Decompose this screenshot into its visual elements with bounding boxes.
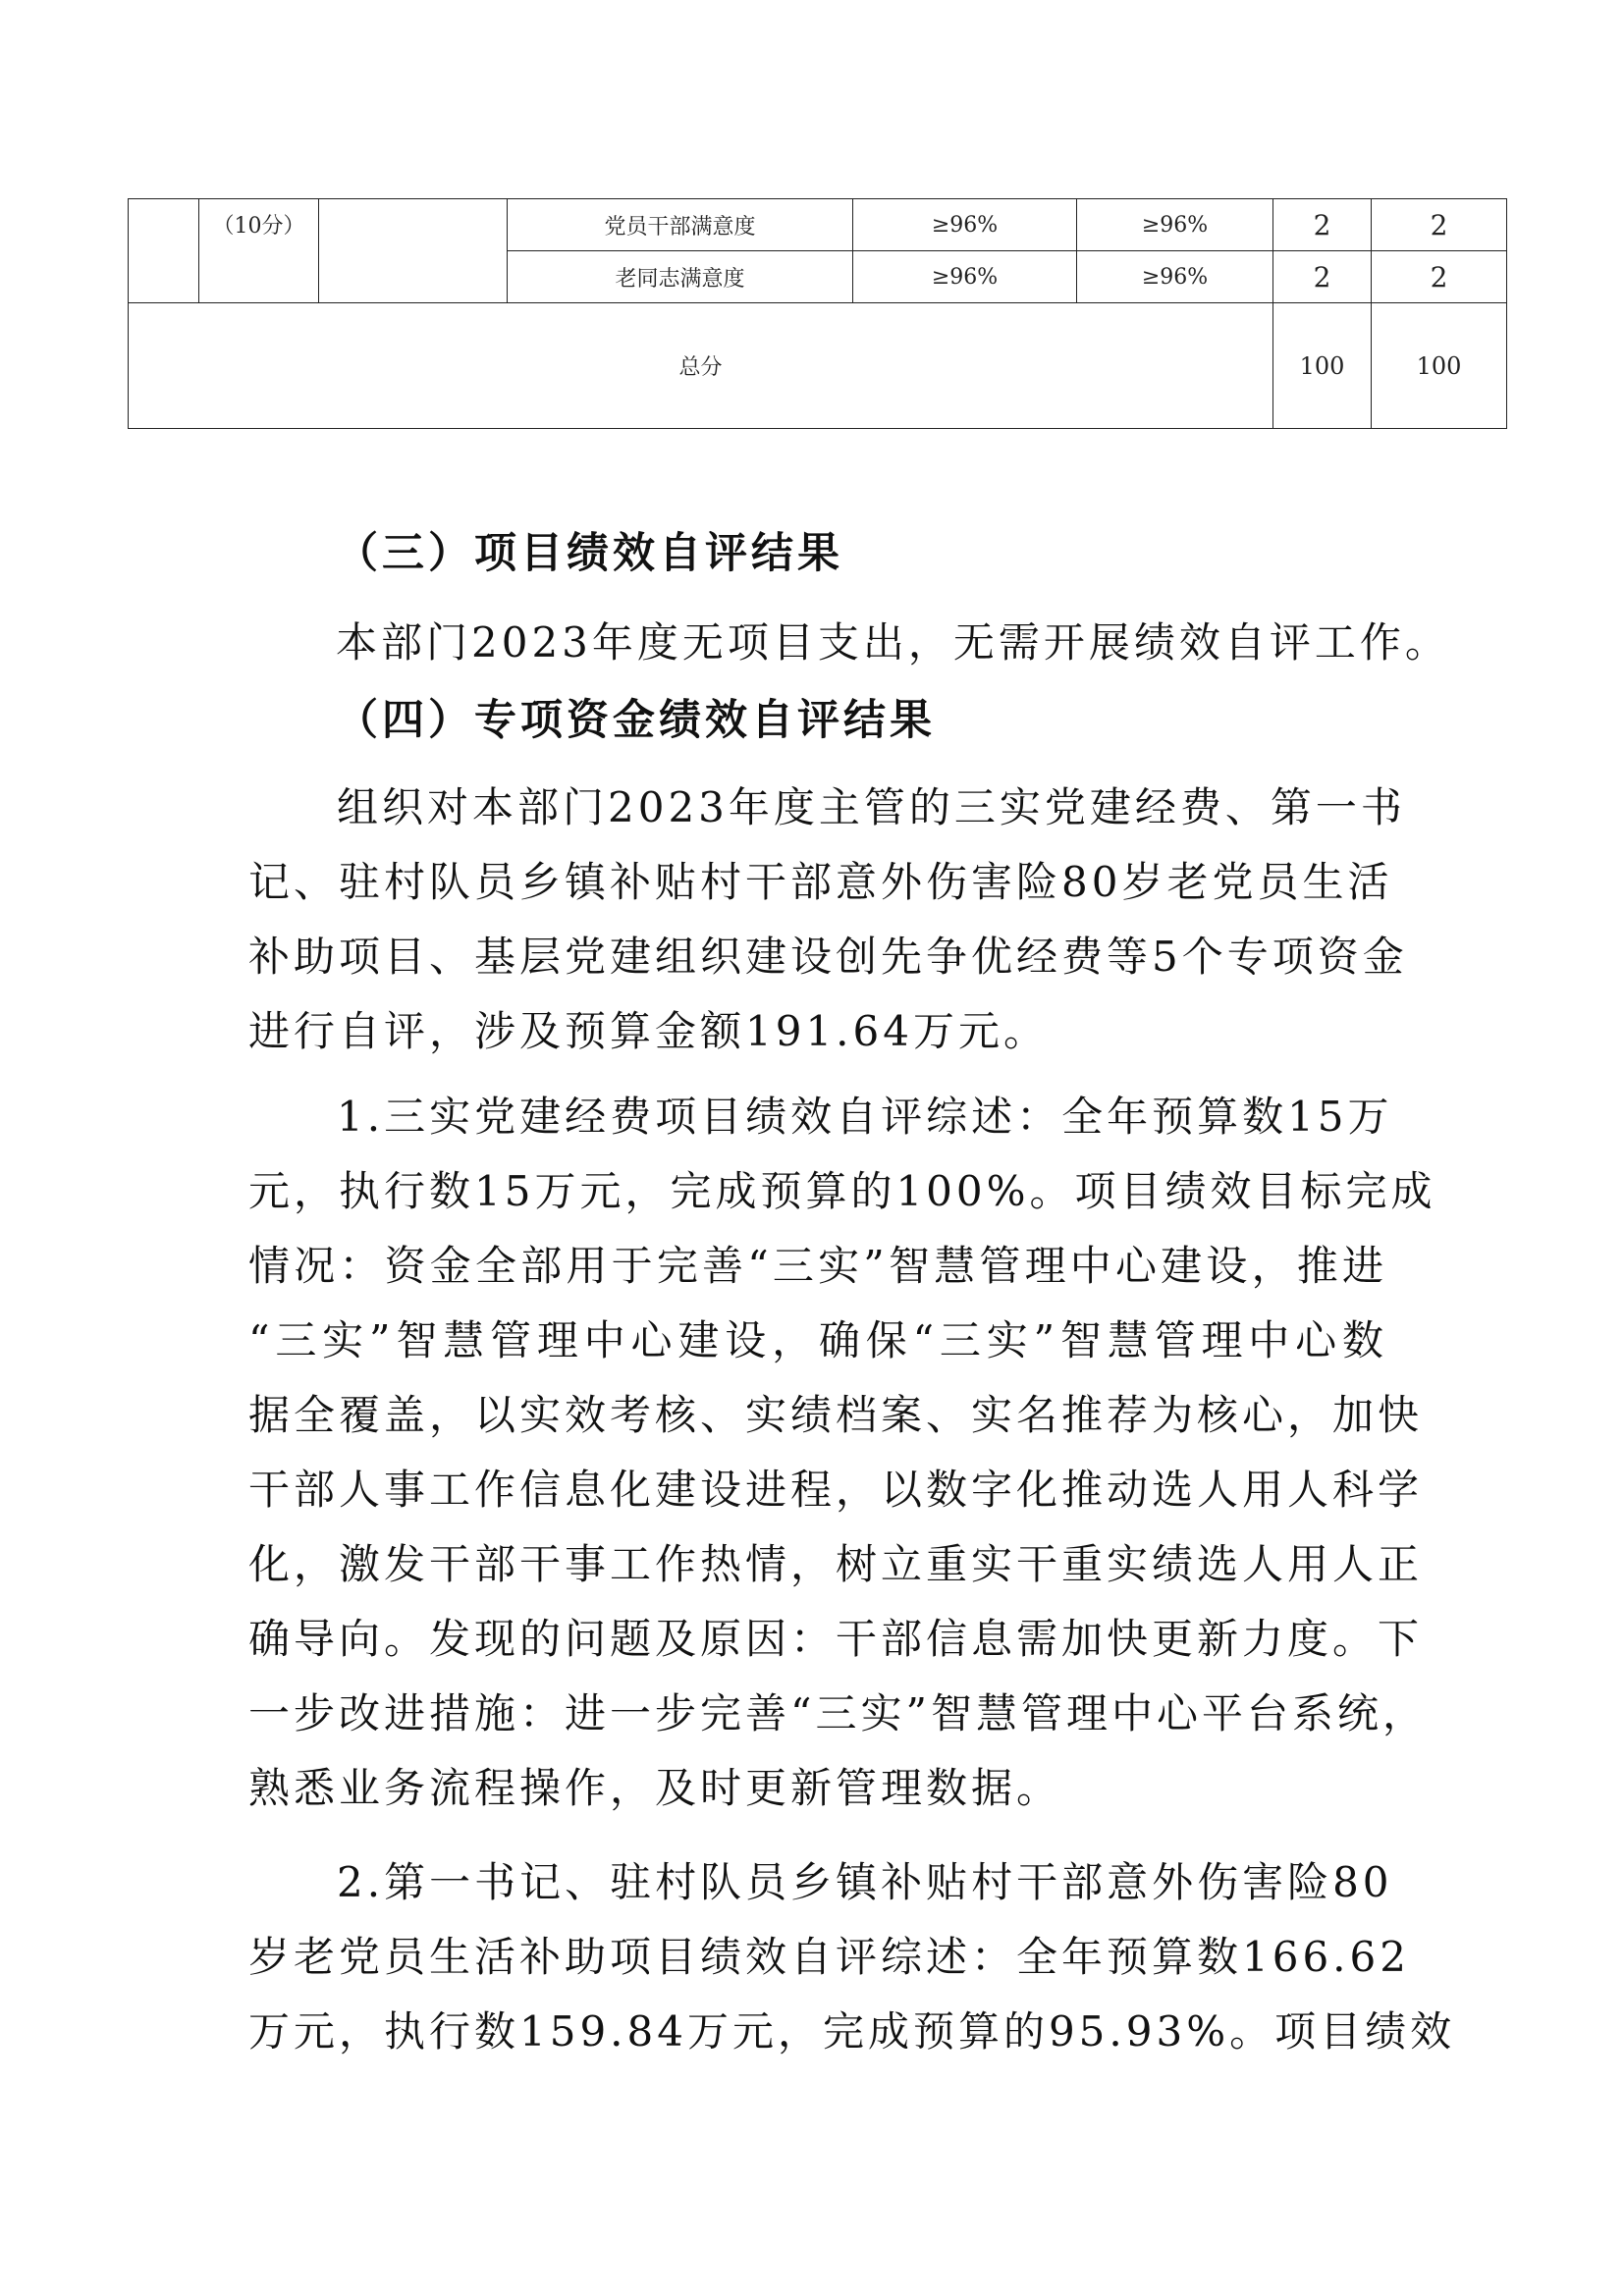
paragraph-line: 记、驻村队员乡镇补贴村干部意外伤害险80岁老党员生活 [248,858,1393,906]
table-row [129,199,1507,251]
paragraph-line: 本部门2023年度无项目支出，无需开展绩效自评工作。 [336,618,1450,667]
total-score: 100 [1372,303,1507,429]
paragraph-line: 元，执行数15万元，完成预算的100%。项目绩效目标完成 [248,1167,1436,1215]
total-row [129,303,1507,429]
paragraph-line: 熟悉业务流程操作，及时更新管理数据。 [248,1764,1062,1812]
paragraph-line: 组织对本部门2023年度主管的三实党建经费、第一书 [337,783,1406,831]
subcategory-cell [319,199,508,303]
actual-value: ≥96% [1077,251,1273,303]
section-three-heading: （三）项目绩效自评结果 [336,529,843,578]
actual-value: ≥96% [1077,199,1273,251]
paragraph-line: 确导向。发现的问题及原因：干部信息需加快更新力度。下 [248,1615,1424,1663]
score-value: 2 [1372,199,1507,251]
target-value: ≥96% [853,251,1077,303]
paragraph-line: 化，激发干部干事工作热情，树立重实干重实绩选人用人正 [248,1540,1424,1588]
section-three-text [336,606,1450,680]
weight-value: 2 [1273,251,1372,303]
paragraph-line: 1.三实党建经费项目绩效自评综述：全年预算数15万 [337,1093,1393,1141]
item-two-paragraph [248,1845,1456,2069]
paragraph-line: 情况：资金全部用于完善“三实”智慧管理中心建设，推进 [248,1242,1387,1290]
section-score-label: （10分） [199,199,319,303]
section-four-heading: （四）专项资金绩效自评结果 [336,696,936,745]
performance-table [128,198,1507,429]
paragraph-line: 万元，执行数159.84万元，完成预算的95.93%。项目绩效 [248,2007,1456,2056]
paragraph-line: 岁老党员生活补助项目绩效自评综述：全年预算数166.62 [248,1933,1410,1981]
paragraph-line: 干部人事工作信息化建设进程，以数字化推动选人用人科学 [248,1466,1424,1514]
section-four-intro [248,771,1408,1069]
category-cell [129,199,199,303]
weight-value: 2 [1273,199,1372,251]
paragraph-line: 一步改进措施：进一步完善“三实”智慧管理中心平台系统， [248,1689,1428,1737]
indicator-name: 党员干部满意度 [508,199,853,251]
total-label: 总分 [129,303,1273,429]
paragraph-line: 2.第一书记、驻村队员乡镇补贴村干部意外伤害险80 [337,1858,1393,1906]
paragraph-line: “三实”智慧管理中心建设，确保“三实”智慧管理中心数 [248,1316,1387,1364]
paragraph-line: 据全覆盖，以实效考核、实绩档案、实名推荐为核心，加快 [248,1391,1424,1439]
indicator-name: 老同志满意度 [508,251,853,303]
paragraph-line: 进行自评，涉及预算金额191.64万元。 [248,1007,1049,1055]
paragraph-line: 补助项目、基层党建组织建设创先争优经费等5个专项资金 [248,933,1408,981]
score-value: 2 [1372,251,1507,303]
total-weight: 100 [1273,303,1372,429]
item-one-paragraph [248,1080,1436,1826]
target-value: ≥96% [853,199,1077,251]
